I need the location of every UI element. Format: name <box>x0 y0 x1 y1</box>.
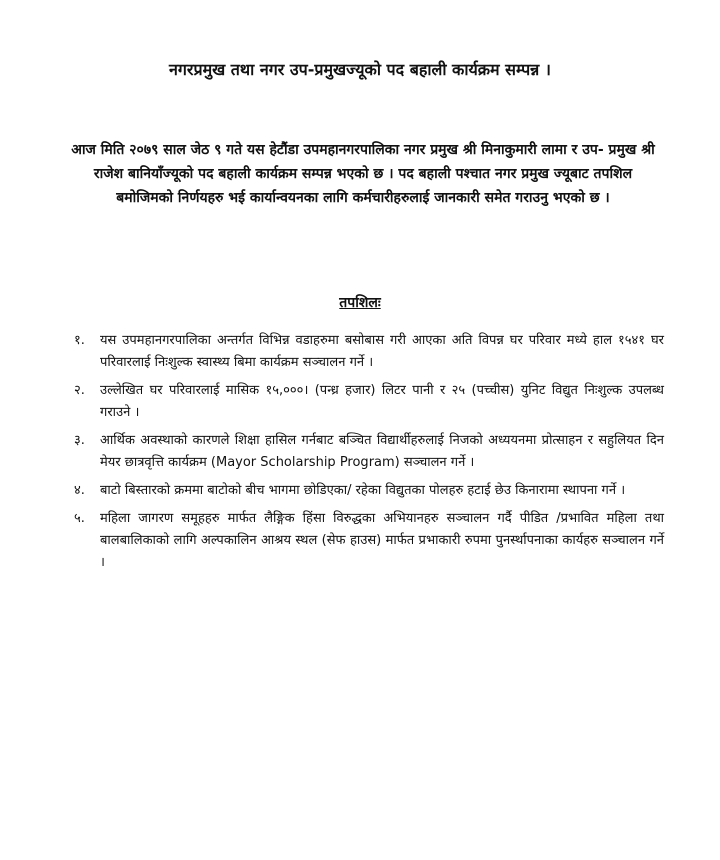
list-item <box>74 508 664 574</box>
intro-paragraph: आज मिति २०७९ साल जेठ ९ गते यस हेटौंडा उपमहानगरपालिका नगर प्रमुख श्री मिनाकुमारी लामा र उप- प्रमुख श्री राजेश बानियाँज्यूको पद बहाली कार्यक्रम सम्पन्न भएको छ । पद बहाली पश्चात नगर प्रमुख ज्यूबाट तपशिल बमोजिमको निर्णयहरु भई कार्यान्वयनका लागि कर्मचारीहरुलाई जानकारी समेत गराउनु भएको छ । <box>71 142 655 206</box>
list-item <box>74 380 664 424</box>
list-item-number: २. <box>74 383 85 398</box>
list-item-text: यस उपमहानगरपालिका अन्तर्गत विभिन्न वडाहरुमा बसोबास गरी आएका अति विपन्न घर परिवार मध्ये हाल १५४१ घर परिवारलाई निःशुल्क स्वास्थ्य बिमा कार्यक्रम सञ्चालन गर्ने । <box>100 333 664 370</box>
list-item-number: ३. <box>74 433 85 448</box>
list-item-number: १. <box>74 333 85 348</box>
list-item-number: ४. <box>74 483 85 498</box>
document-title: नगरप्रमुख तथा नगर उप-प्रमुखज्यूको पद बहाली कार्यक्रम सम्पन्न । <box>169 60 551 79</box>
list-item-text: बाटो बिस्तारको क्रममा बाटोको बीच भागमा छोडिएका/ रहेका विद्युतका पोलहरु हटाई छेउ किनारामा स्थापना गर्ने । <box>100 483 626 498</box>
list-heading: तपशिलः <box>339 295 381 311</box>
list-item <box>74 330 664 374</box>
list-item-text: महिला जागरण समूहहरु मार्फत लैङ्गिक हिंसा विरुद्धका अभियानहरु सञ्चालन गर्दै पीडित /प्रभावित महिला तथा बालबालिकाको लागि अल्पकालिन आश्रय स्थल (सेफ हाउस) मार्फत प्रभाकारी रुपमा पुनर्स्थापनाका कार्यहरु सञ्चालन गर्ने । <box>100 511 664 570</box>
list-item-text: उल्लेखित घर परिवारलाई मासिक १५,०००। (पन्ध्र हजार) लिटर पानी र २५ (पच्चीस) युनिट विद्युत निःशुल्क उपलब्ध गराउने । <box>100 383 664 420</box>
decision-list <box>74 330 664 580</box>
list-item-number: ५. <box>74 511 85 526</box>
list-item-text: आर्थिक अवस्थाको कारणले शिक्षा हासिल गर्नबाट बञ्चित विद्यार्थीहरुलाई निजको अध्ययनमा प्रोत्साहन र सहुलियत दिन मेयर छात्रवृत्ति कार्यक्रम (Mayor Scholarship Program) सञ्चालन गर्ने । <box>100 433 664 470</box>
list-item <box>74 430 664 474</box>
list-item <box>74 480 664 502</box>
